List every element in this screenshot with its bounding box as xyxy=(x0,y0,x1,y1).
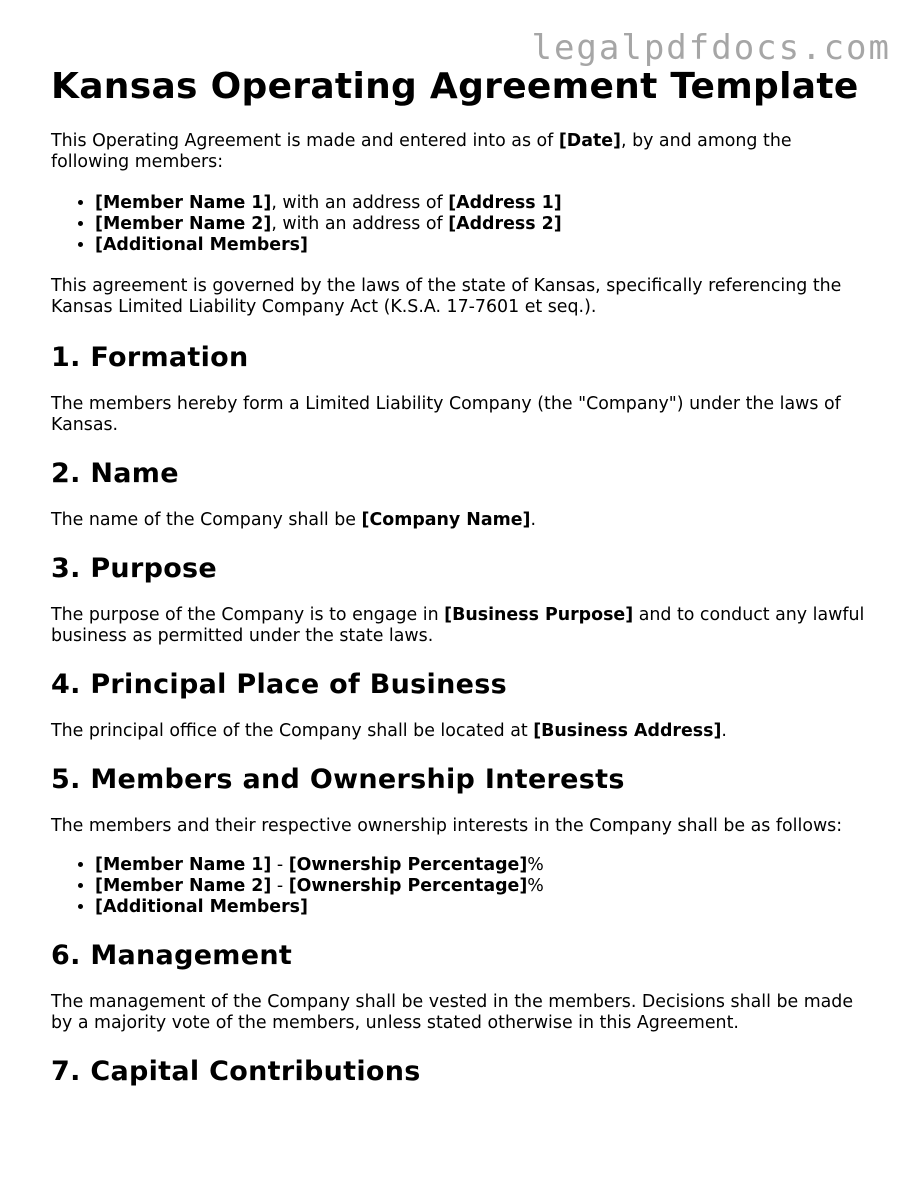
section-heading-ownership: 5. Members and Ownership Interests xyxy=(51,764,625,795)
list-item: • [Additional Members] xyxy=(95,235,871,256)
intro-paragraph: This Operating Agreement is made and entered into as of [Date], by and among the following members: xyxy=(51,131,792,172)
section-heading-purpose: 3. Purpose xyxy=(51,553,218,584)
list-item: • [Member Name 1], with an address of [Address 1] xyxy=(95,193,871,214)
ownership-list xyxy=(51,855,871,918)
section-text-principal-place: The principal office of the Company shall be located at [Business Address]. xyxy=(51,721,727,741)
list-item: • [Member Name 2] - [Ownership Percentage]% xyxy=(95,876,871,897)
date-placeholder: [Date] xyxy=(558,131,622,151)
section-text-ownership: The members and their respective ownership interests in the Company shall be as follows: xyxy=(51,816,843,836)
list-item: • [Member Name 2], with an address of [Address 2] xyxy=(95,214,871,235)
governing-law-paragraph: This agreement is governed by the laws of the state of Kansas, specifically referencing the Kansas Limited Liability Company Act (K.S.A. 17-7601 et seq.). xyxy=(51,276,842,317)
section-heading-principal-place: 4. Principal Place of Business xyxy=(51,669,507,700)
list-item: • [Member Name 1] - [Ownership Percentage]% xyxy=(95,855,871,876)
watermark: legalpdfdocs.com xyxy=(531,28,891,68)
section-heading-management: 6. Management xyxy=(51,940,293,971)
section-heading-formation: 1. Formation xyxy=(51,342,249,373)
document-title: Kansas Operating Agreement Template xyxy=(51,66,859,107)
section-text-formation: The members hereby form a Limited Liability Company (the "Company") under the laws of Kansas. xyxy=(51,394,841,435)
section-heading-capital: 7. Capital Contributions xyxy=(51,1056,421,1087)
section-heading-name: 2. Name xyxy=(51,458,179,489)
section-text-management: The management of the Company shall be vested in the members. Decisions shall be made by a majority vote of the members, unless stated otherwise in this Agreement. xyxy=(51,992,854,1033)
section-text-purpose: The purpose of the Company is to engage in [Business Purpose] and to conduct any lawful business as permitted under the state laws. xyxy=(51,605,865,646)
section-text-name: The name of the Company shall be [Company Name]. xyxy=(51,510,536,530)
list-item: • [Additional Members] xyxy=(95,897,871,918)
members-list xyxy=(51,193,871,256)
document-page xyxy=(51,63,871,1090)
